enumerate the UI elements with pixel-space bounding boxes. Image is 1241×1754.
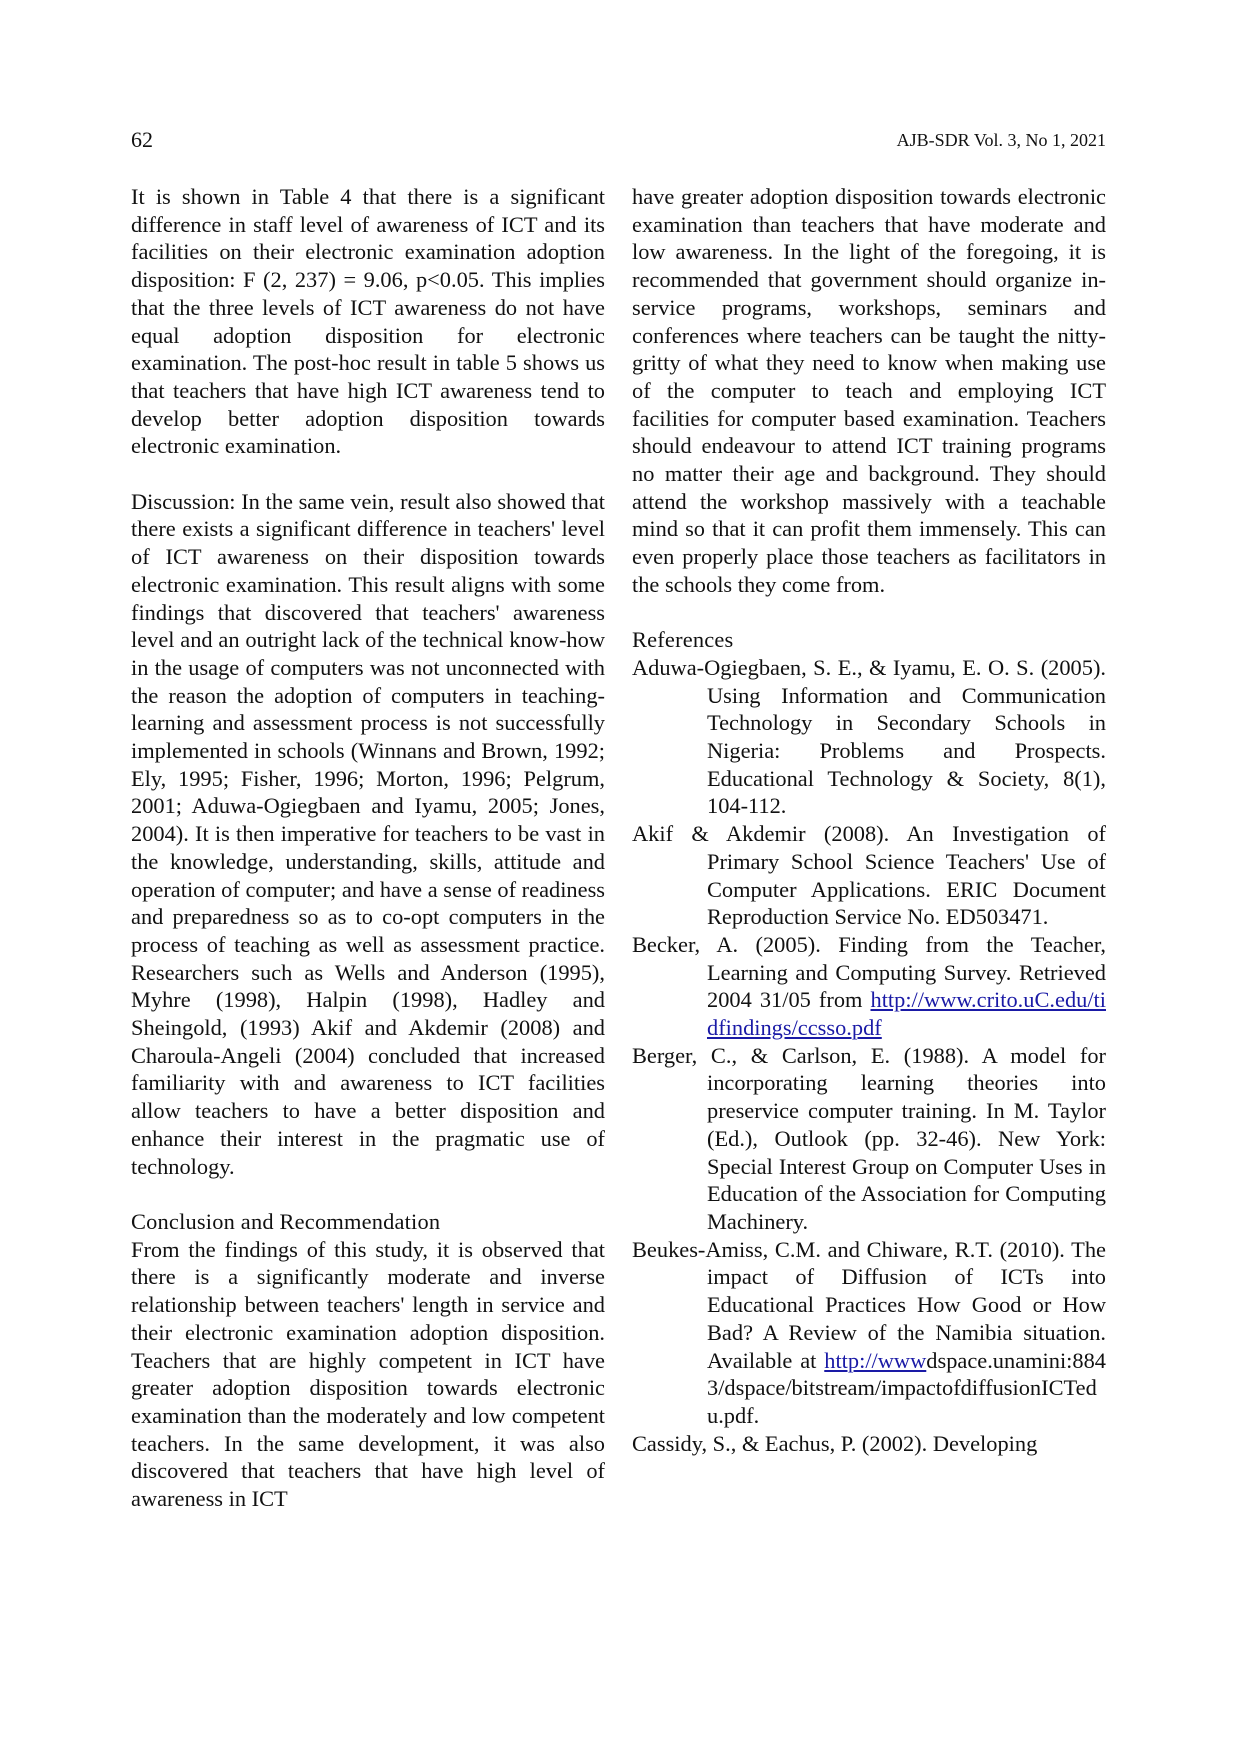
reference-item	[632, 1236, 1106, 1430]
reference-text: Beukes-Amiss, C.M. and Chiware, R.T. (2010). The impact of Diffusion of ICTs into Educational Practices How Good or How Bad? A Review of the Namibia situation. Available at	[632, 1236, 1106, 1373]
reference-text: Becker, A. (2005). Finding from the Teacher, Learning and Computing Survey. Retrieved 2004 31/05 from	[632, 931, 1106, 1013]
reference-item	[632, 1430, 1106, 1458]
reference-url-tail: dspace.unamini:8843/dspace/bitstream/impactofdiffusionICTedu.pdf.	[707, 1347, 1106, 1428]
page-number: 62	[131, 127, 153, 152]
reference-link[interactable]: http://www.crito.uC.edu/tidfindings/ccsso.pdf	[707, 987, 1106, 1041]
reference-text: Cassidy, S., & Eachus, P. (2002). Developing	[632, 1430, 1038, 1456]
spacer	[632, 599, 1106, 627]
reference-link[interactable]: http://www	[824, 1347, 927, 1373]
reference-item	[632, 654, 1106, 820]
conclusion-paragraph: From the findings of this study, it is observed that there is a significantly moderate and inverse relationship between teachers' length in service and their electronic examination adoption disposition. Teachers that are highly competent in ICT have greater adoption disposition towards electronic examination than the moderately and low competent teachers. In the same development, it was also discovered that teachers that have high level of awareness in ICT	[131, 1236, 605, 1512]
recommendation-paragraph: have greater adoption disposition towards electronic examination than teachers that have moderate and low awareness. In the light of the foregoing, it is recommended that government should organize in-service programs, workshops, seminars and conferences where teachers can be taught the nitty-gritty of what they need to know when making use of the computer to teach and employing ICT facilities for computer based examination. Teachers should endeavour to attend ICT training programs no matter their age and background. They should attend the workshop massively with a teachable mind so that it can profit them immensely. This can even properly place those teachers as facilitators in the schools they come from.	[632, 184, 1106, 597]
spacer	[131, 1180, 605, 1208]
journal-running-header: AJB-SDR Vol. 3, No 1, 2021	[896, 130, 1106, 150]
reference-item	[632, 820, 1106, 931]
right-column	[632, 183, 1106, 1457]
conclusion-heading: Conclusion and Recommendation	[131, 1208, 441, 1234]
left-column	[131, 183, 605, 1513]
reference-item	[632, 931, 1106, 1042]
reference-text: Aduwa-Ogiegbaen, S. E., & Iyamu, E. O. S. (2005). Using Information and Communication Technology in Secondary Schools in Nigeria: Problems and Prospects. Educational Technology & Society, 8(1), 104-112.	[632, 654, 1106, 819]
reference-item	[632, 1042, 1106, 1236]
reference-text: Akif & Akdemir (2008). An Investigation of Primary School Science Teachers' Use of Computer Applications. ERIC Document Reproduction Service No. ED503471.	[632, 821, 1106, 930]
reference-text: Berger, C., & Carlson, E. (1988). A model for incorporating learning theories into preservice computer training. In M. Taylor (Ed.), Outlook (pp. 32-46). New York: Special Interest Group on Computer Uses in Education of the Association for Computing Machinery.	[632, 1042, 1106, 1234]
discussion-paragraph: Discussion: In the same vein, result also showed that there exists a significant difference in teachers' level of ICT awareness on their disposition towards electronic examination. This result aligns with some findings that discovered that teachers' awareness level and an outright lack of the technical know-how in the usage of computers was not unconnected with the reason the adoption of computers in teaching-learning and assessment process is not successfully implemented in schools (Winnans and Brown, 1992; Ely, 1995; Fisher, 1996; Morton, 1996; Pelgrum, 2001; Aduwa-Ogiegbaen and Iyamu, 2005; Jones, 2004). It is then imperative for teachers to be vast in the knowledge, understanding, skills, attitude and operation of computer; and have a sense of readiness and preparedness so as to co-opt computers in the process of teaching as well as assessment practice. Researchers such as Wells and Anderson (1995), Myhre (1998), Halpin (1998), Hadley and Sheingold, (1993) Akif and Akdemir (2008) and Charoula-Angeli (2004) concluded that increased familiarity with and awareness to ICT facilities allow teachers to have a better disposition and enhance their interest in the pragmatic use of technology.	[131, 488, 605, 1179]
spacer	[131, 460, 605, 488]
results-paragraph: It is shown in Table 4 that there is a significant difference in staff level of awareness of ICT and its facilities on their electronic examination adoption disposition: F (2, 237) = 9.06, p<0.05. This implies that the three levels of ICT awareness do not have equal adoption disposition for electronic examination. The post-hoc result in table 5 shows us that teachers that have high ICT awareness tend to develop better adoption disposition towards electronic examination.	[131, 184, 605, 459]
references-heading: References	[632, 627, 734, 653]
